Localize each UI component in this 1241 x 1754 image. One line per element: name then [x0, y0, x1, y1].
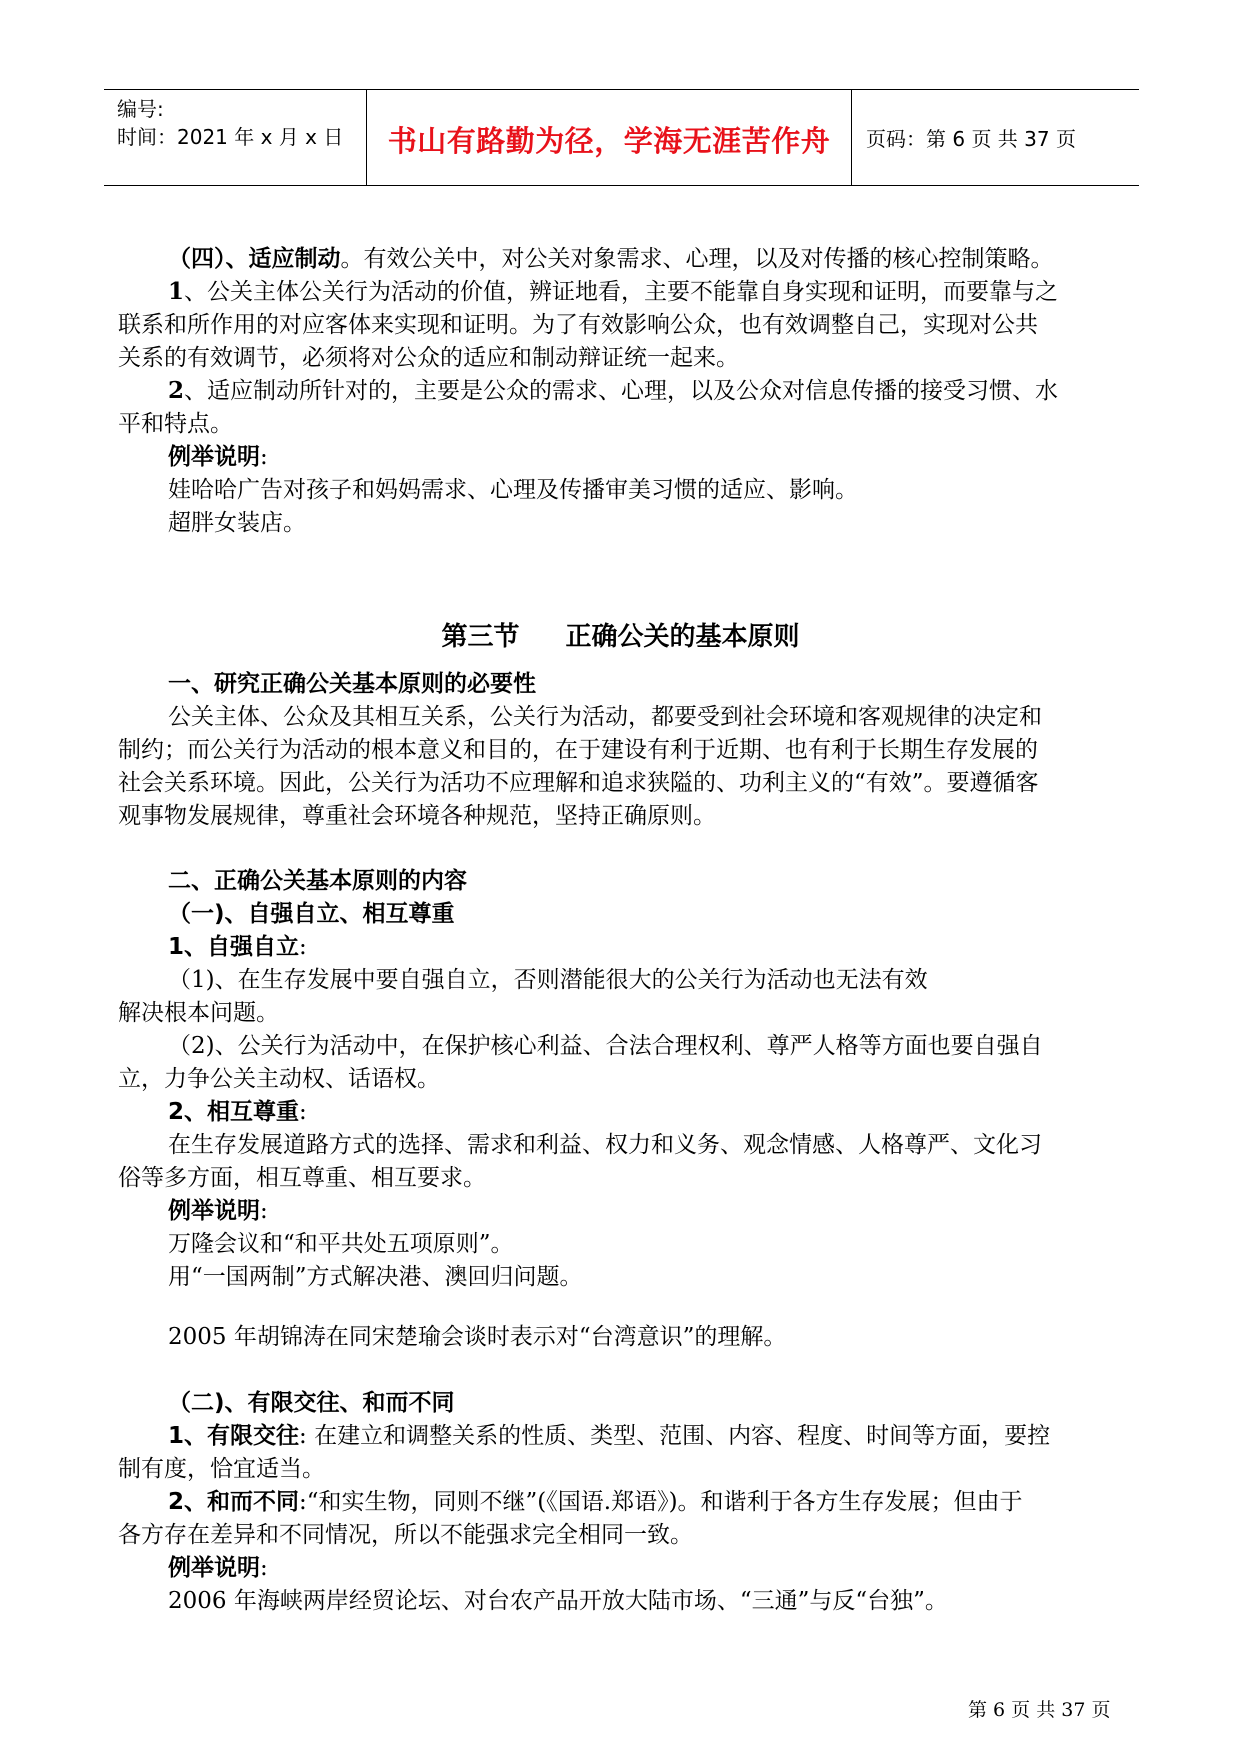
heading-1: 一、研究正确公关基本原则的必要性	[168, 671, 536, 697]
header-right-cell	[852, 90, 1139, 185]
paragraph-line: 观事物发展规律，尊重社会环境各种规范，坚持正确原则。	[118, 803, 716, 829]
section-name: 正确公关的基本原则	[565, 622, 800, 652]
item-heading: 2、相互尊重	[168, 1099, 300, 1125]
paragraph-line: 制约；而公关行为活动的根本意义和目的，在于建设有利于近期、也有利于长期生存发展的	[118, 737, 1038, 763]
example-line: 2005 年胡锦涛在同宋楚瑜会谈时表示对“台湾意识”的理解。	[168, 1324, 787, 1350]
item-heading: 1、有限交往	[168, 1423, 300, 1449]
colon: :	[260, 1198, 268, 1224]
example-label: 例举说明	[168, 1198, 260, 1224]
paragraph-line: （2)、公关行为活动中，在保护核心利益、合法合理权利、尊严人格等方面也要自强自	[168, 1033, 1043, 1059]
header-left-cell	[104, 90, 367, 185]
paragraph-line	[168, 1486, 1128, 1518]
example-line: 超胖女装店。	[168, 510, 306, 536]
page-footer: 第 6 页 共 37 页	[968, 1699, 1111, 1721]
item-number: 2	[168, 377, 185, 404]
paragraph-line: 各方存在差异和不同情况，所以不能强求完全相同一致。	[118, 1522, 693, 1548]
header-motto: 书山有路勤为径，学海无涯苦作舟	[387, 124, 831, 158]
paragraph-line: 解决根本问题。	[118, 1000, 279, 1026]
paragraph-line: 在生存发展道路方式的选择、需求和利益、权力和义务、观念情感、人格尊严、文化习	[168, 1132, 1042, 1158]
paragraph-line: 平和特点。	[118, 411, 233, 437]
example-line: 娃哈哈广告对孩子和妈妈需求、心理及传播审美习惯的适应、影响。	[168, 477, 858, 503]
subsection-heading: （四）、适应制动	[168, 246, 341, 272]
paragraph-line: 联系和所作用的对应客体来实现和证明。为了有效影响公众，也有效调整自己，实现对公共	[118, 312, 1038, 338]
header-center-cell	[367, 90, 852, 185]
paragraph-line: 制有度，恰宜适当。	[118, 1456, 325, 1482]
item-heading: 2、和而不同	[168, 1489, 300, 1515]
example-label-line	[168, 441, 1128, 473]
subsection-heading: （一)、自强自立、相互尊重	[168, 901, 455, 927]
paragraph-line: 公关主体、公众及其相互关系，公关行为活动，都要受到社会环境和客观规律的决定和	[168, 704, 1042, 730]
paragraph-line: （1)、在生存发展中要自强自立，否则潜能很大的公关行为活动也无法有效	[168, 967, 928, 993]
header-page-label: 页码：第 6 页 共 37 页	[866, 127, 1076, 151]
section-number: 第三节	[441, 622, 520, 652]
item-heading-line	[168, 931, 1128, 963]
paragraph-line	[168, 375, 1128, 407]
paragraph-line: 立，力争公关主动权、话语权。	[118, 1066, 440, 1092]
paragraph-text: 、公关主体公关行为活动的价值，辨证地看，主要不能靠自身实现和证明，而要靠与之	[184, 279, 1059, 305]
example-line: 万隆会议和“和平共处五项原则”。	[168, 1231, 514, 1257]
paragraph-text: 、适应制动所针对的，主要是公众的需求、心理，以及公众对信息传播的接受习惯、水	[184, 378, 1059, 404]
document-number-label: 编号:	[117, 97, 164, 121]
colon: :	[260, 444, 268, 470]
paragraph-line	[168, 276, 1128, 308]
document-header	[104, 89, 1139, 186]
paragraph-line	[168, 243, 1128, 275]
item-heading-line	[168, 1096, 1128, 1128]
paragraph-text: 。有效公关中，对公关对象需求、心理，以及对传播的核心控制策略。	[340, 246, 1054, 272]
document-time-label: 时间：2021 年 x 月 x 日	[117, 125, 344, 149]
colon: :	[299, 934, 307, 960]
paragraph-text: :“和实生物，同则不继”(《国语.郑语》)。和谐利于各方生存发展；但由于	[299, 1489, 1023, 1515]
section-title	[0, 616, 1241, 653]
subsection-heading: （二)、有限交往、和而不同	[168, 1390, 455, 1416]
paragraph-line: 关系的有效调节，必须将对公众的适应和制动辩证统一起来。	[118, 345, 739, 371]
item-heading: 1、自强自立	[168, 934, 300, 960]
example-label: 例举说明	[168, 444, 260, 470]
paragraph-text: : 在建立和调整关系的性质、类型、范围、内容、程度、时间等方面，要控	[299, 1423, 1051, 1449]
colon: :	[260, 1555, 268, 1581]
paragraph-line	[168, 1420, 1128, 1452]
example-label: 例举说明	[168, 1555, 260, 1581]
item-number: 1	[168, 278, 185, 305]
colon: :	[299, 1099, 307, 1125]
example-label-line	[168, 1552, 1128, 1584]
example-line: 用“一国两制”方式解决港、澳回归问题。	[168, 1264, 583, 1290]
paragraph-line: 俗等多方面，相互尊重、相互要求。	[118, 1165, 486, 1191]
example-label-line	[168, 1195, 1128, 1227]
paragraph-line: 社会关系环境。因此，公关行为活功不应理解和追求狭隘的、功利主义的“有效”。要遵循客	[118, 770, 1039, 796]
example-line: 2006 年海峡两岸经贸论坛、对台农产品开放大陆市场、“三通”与反“台独”。	[168, 1588, 948, 1614]
heading-2: 二、正确公关基本原则的内容	[168, 868, 467, 894]
